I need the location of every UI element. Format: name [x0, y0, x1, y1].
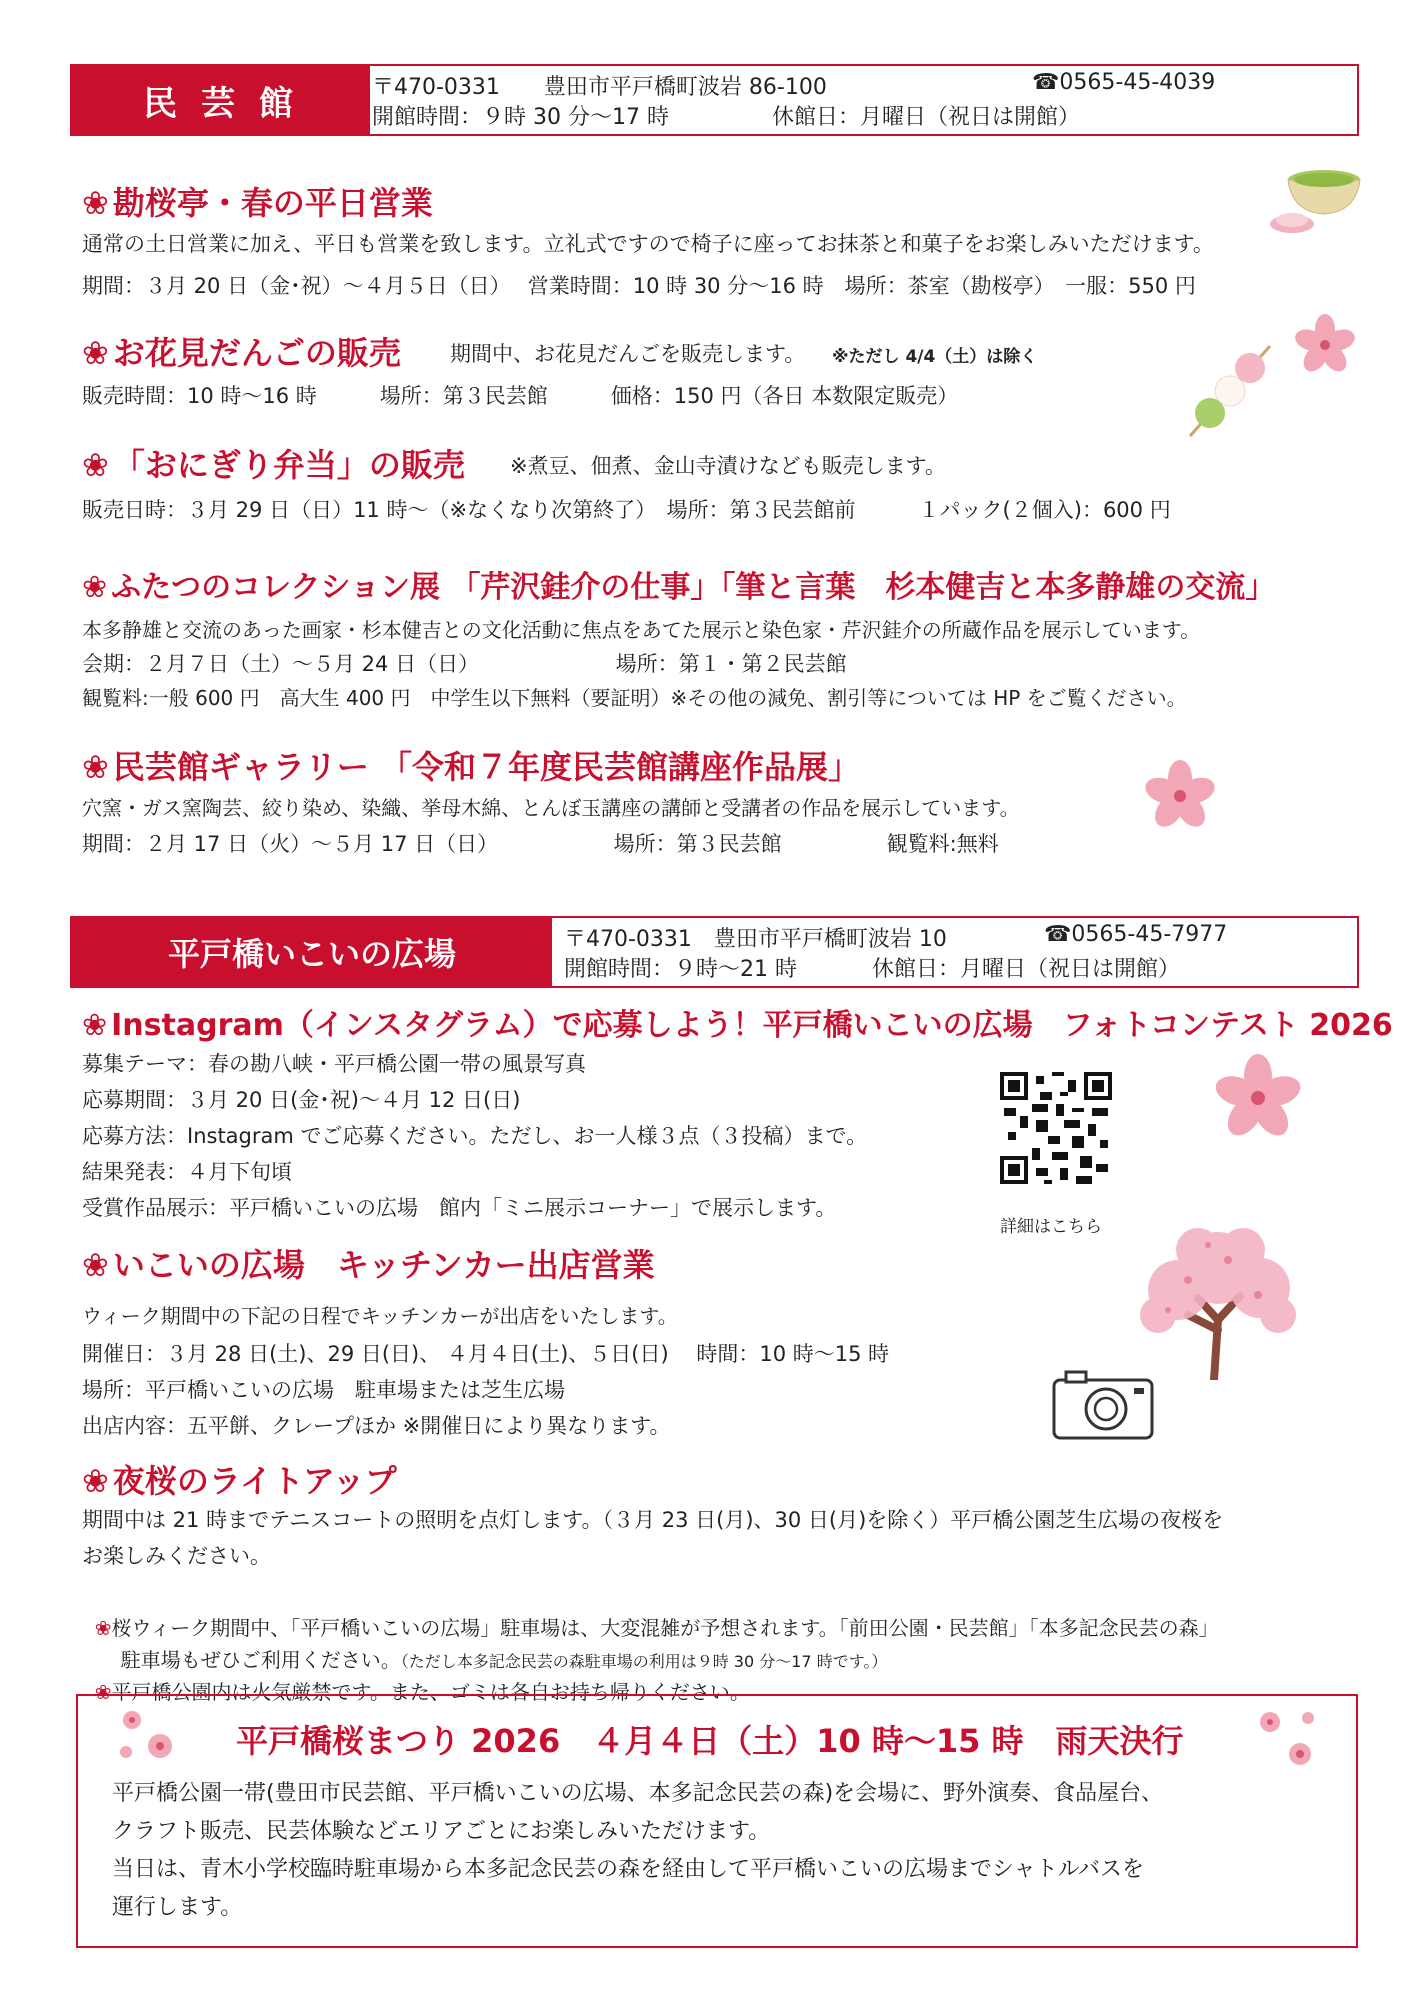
kanoutei-desc: 通常の土日営業に加え、平日も営業を致します。立礼式ですので椅子に座ってお抹茶と和菓子をお楽しみいただけます。: [82, 232, 1214, 256]
kitchen-content: 出店内容：五平餅、クレープほか ※開催日により異なります。: [82, 1414, 671, 1438]
kitchen-title: ❀ いこいの広場 キッチンカー出店営業: [82, 1246, 655, 1284]
mingeikan-address: 〒470-0331 豊田市平戸橋町波岩 86-100: [372, 75, 827, 100]
festival-line-4: 運行します。: [112, 1895, 243, 1920]
gallery-title: ❀ 民芸館ギャラリー 「令和７年度民芸館講座作品展」: [82, 748, 860, 786]
mingeikan-hours: 開館時間：９時 30 分～17 時: [372, 105, 669, 130]
hiroba-closed: 休館日：月曜日（祝日は開館）: [872, 957, 1181, 982]
lightup-desc-1: 期間中は 21 時までテニスコートの照明を点灯します。（３月 23 日(月)、30 日(月)を除く）平戸橋公園芝生広場の夜桜を: [82, 1508, 1224, 1532]
hiroba-title-tab: [72, 918, 552, 986]
flower-bullet-icon: ❀: [94, 1616, 112, 1640]
mingeikan-header: [70, 64, 1359, 136]
hiroba-hours: 開館時間：９時～21 時: [564, 957, 797, 982]
note-fire: ❀平戸橋公園内は火気厳禁です。また、ゴミは各自お持ち帰りください。: [94, 1680, 750, 1704]
collection-desc: 本多静雄と交流のあった画家・杉本健吉との文化活動に焦点をあてた展示と染色家・芹沢銈介の所蔵作品を展示しています。: [82, 618, 1201, 642]
dango-subnote: ※ただし 4/4（土）は除く: [832, 347, 1038, 367]
hiroba-header: [70, 916, 1359, 988]
mingeikan-title-tab: [72, 66, 370, 134]
flower-bullet-icon: ❀: [82, 446, 109, 484]
collection-period: 会期：２月７日（土）～５月 24 日（日） 場所：第１・第２民芸館: [82, 652, 847, 676]
flower-bullet-icon: ❀: [82, 748, 109, 786]
cherry-blossom-icon: [1290, 310, 1360, 380]
festival-title: 平戸橋桜まつり 2026 ４月４日（土）10 時～15 時 雨天決行: [236, 1722, 1184, 1760]
cherry-blossom-icon: [1248, 1704, 1324, 1774]
gallery-details: 期間：２月 17 日（火）～５月 17 日（日） 場所：第３民芸館 観覧料:無料: [82, 832, 999, 856]
flower-bullet-icon: ❀: [82, 184, 109, 222]
collection-fee: 観覧料:一般 600 円 高大生 400 円 中学生以下無料（要証明）※その他の減免、割引等については HP をご覧ください。: [82, 686, 1187, 710]
dango-details: 販売時間：10 時～16 時 場所：第３民芸館 価格：150 円（各日 本数限定販売）: [82, 384, 959, 408]
contest-result: 結果発表：４月下旬頃: [82, 1160, 292, 1184]
contest-theme: 募集テーマ：春の勘八峡・平戸橋公園一帯の風景写真: [82, 1052, 586, 1076]
flower-bullet-icon: ❀: [82, 1246, 109, 1284]
onigiri-title: ❀ 「おにぎり弁当」の販売: [82, 446, 465, 484]
note-parking-2: 駐車場もぜひご利用ください。（ただし本多記念民芸の森駐車場の利用は９時 30 分～17 時です。）: [120, 1648, 888, 1672]
contest-exhibit: 受賞作品展示：平戸橋いこいの広場 館内「ミニ展示コーナー」で展示します。: [82, 1196, 837, 1220]
hiroba-phone: ☎0565-45-7977: [1044, 922, 1228, 947]
gallery-desc: 穴窯・ガス窯陶芸、絞り染め、染織、挙母木綿、とんぼ玉講座の講師と受講者の作品を展示しています。: [82, 796, 1020, 820]
contest-period: 応募期間：３月 20 日(金･祝)～４月 12 日(日): [82, 1088, 521, 1112]
flower-bullet-icon: ❀: [82, 1462, 109, 1500]
lightup-title: ❀ 夜桜のライトアップ: [82, 1462, 397, 1500]
kanoutei-details: 期間：３月 20 日（金･祝）～４月５日（日） 営業時間：10 時 30 分～16 時 場所：茶室（勘桜亭） 一服：550 円: [82, 274, 1196, 298]
collection-title: ❀ ふたつのコレクション展 「芹沢銈介の仕事」「筆と言葉 杉本健吉と本多静雄の交流」: [82, 570, 1276, 605]
kitchen-desc: ウィーク期間中の下記の日程でキッチンカーが出店をいたします。: [82, 1304, 678, 1328]
flower-bullet-icon: ❀: [82, 1008, 108, 1043]
flower-bullet-icon: ❀: [82, 570, 108, 605]
mingeikan-title: 民 芸 館: [143, 83, 299, 124]
hiroba-address: 〒470-0331 豊田市平戸橋町波岩 10: [564, 927, 947, 952]
mingeikan-phone: ☎0565-45-4039: [1032, 70, 1216, 95]
cherry-blossom-icon: [1140, 756, 1220, 836]
kanoutei-title: ❀ 勘桜亭・春の平日営業: [82, 184, 433, 222]
lightup-desc-2: お楽しみください。: [82, 1544, 271, 1568]
cherry-tree-icon: [1128, 1220, 1308, 1380]
camera-icon: [1050, 1366, 1156, 1442]
qr-caption: 詳細はこちら: [1000, 1217, 1102, 1237]
flower-bullet-icon: ❀: [82, 334, 109, 372]
mingeikan-closed: 休館日：月曜日（祝日は開館）: [772, 105, 1081, 130]
kitchen-place: 場所：平戸橋いこいの広場 駐車場または芝生広場: [82, 1378, 565, 1402]
dango-icon: [1170, 336, 1290, 446]
festival-line-1: 平戸橋公園一帯(豊田市民芸館、平戸橋いこいの広場、本多記念民芸の森)を会場に、野外演奏、食品屋台、: [112, 1781, 1164, 1806]
onigiri-subtitle: ※煮豆、佃煮、金山寺漬けなども販売します。: [510, 454, 946, 478]
cherry-blossom-icon: [1210, 1050, 1306, 1146]
hiroba-title: 平戸橋いこいの広場: [167, 935, 456, 973]
dango-subtitle: 期間中、お花見だんごを販売します。: [450, 342, 806, 366]
matcha-icon: [1262, 150, 1372, 240]
contest-title: ❀ Instagram（インスタグラム）で応募しよう！平戸橋いこいの広場 フォトコンテスト 2026: [82, 1008, 1393, 1043]
contest-method: 応募方法：Instagram でご応募ください。ただし、お一人様３点（３投稿）まで。: [82, 1124, 868, 1148]
festival-line-2: クラフト販売、民芸体験などエリアごとにお楽しみいただけます。: [112, 1819, 771, 1844]
onigiri-details: 販売日時：３月 29 日（日）11 時～（※なくなり次第終了） 場所：第３民芸館前 １パック(２個入)：600 円: [82, 498, 1171, 522]
flower-bullet-icon: ❀: [94, 1680, 112, 1704]
qr-code-icon[interactable]: [1000, 1072, 1112, 1184]
dango-title: ❀ お花見だんごの販売: [82, 334, 401, 372]
cherry-blossom-icon: [112, 1700, 188, 1770]
note-parking-1: ❀桜ウィーク期間中、「平戸橋いこいの広場」駐車場は、大変混雑が予想されます。「前田公園・民芸館」「本多記念民芸の森」: [94, 1616, 1219, 1640]
kitchen-dates: 開催日：３月 28 日(土)、29 日(日)、 ４月４日(土)、５日(日) 時間：10 時～15 時: [82, 1342, 890, 1366]
festival-line-3: 当日は、青木小学校臨時駐車場から本多記念民芸の森を経由して平戸橋いこいの広場までシャトルバスを: [112, 1857, 1145, 1882]
